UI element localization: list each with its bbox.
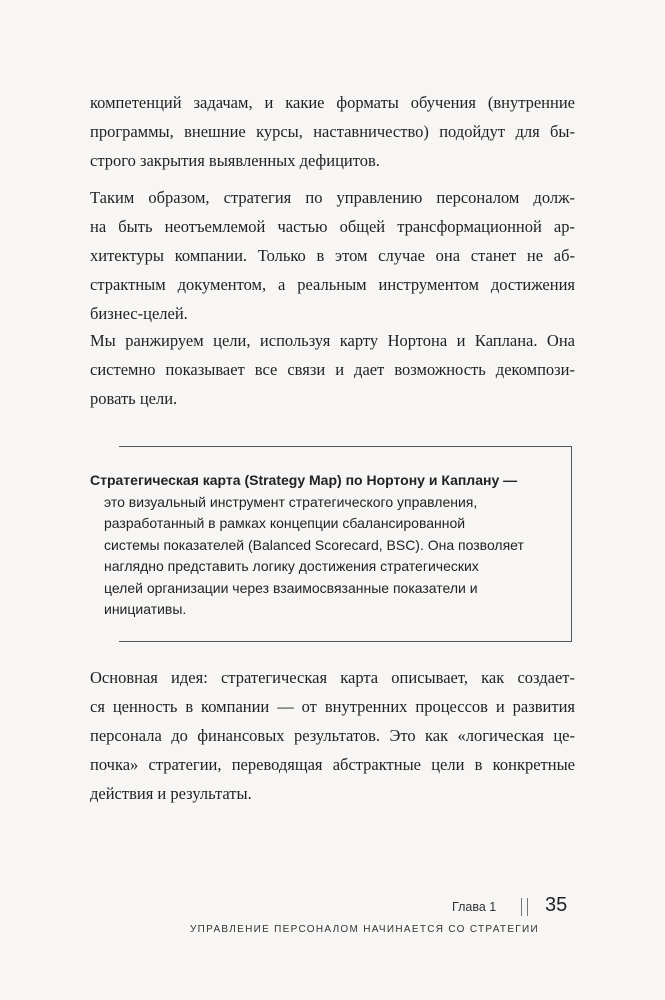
- definition-callout-text: [90, 470, 560, 621]
- text-line: системно показывает все связи и дает возможность декомпози-: [90, 360, 575, 379]
- paragraph-ranking-goals: [90, 326, 575, 413]
- text-line: Основная идея: стратегическая карта описывает, как создает-: [90, 668, 575, 687]
- paragraph-competencies: [90, 88, 575, 175]
- text-line: Мы ранжируем цели, используя карту Нортона и Каплана. Она: [90, 331, 575, 350]
- text-line: ровать цели.: [90, 389, 178, 408]
- definition-line: разработанный в рамках концепции сбалансированной: [104, 515, 466, 531]
- text-line: программы, внешние курсы, наставничество) подойдут для бы-: [90, 122, 575, 141]
- text-line: страктным документом, а реальным инструментом достижения: [90, 275, 575, 294]
- paragraph-hr-strategy: [90, 183, 575, 328]
- text-line: ся ценность в компании — от внутренних процессов и развития: [90, 697, 575, 716]
- text-line: действия и результаты.: [90, 784, 252, 803]
- running-title: УПРАВЛЕНИЕ ПЕРСОНАЛОМ НАЧИНАЕТСЯ СО СТРАТЕГИИ: [190, 924, 539, 935]
- text-line: строго закрытия выявленных дефицитов.: [90, 151, 380, 170]
- definition-line: инициативы.: [104, 601, 187, 617]
- text-line: почка» стратегии, переводящая абстрактные цели в конкретные: [90, 755, 575, 774]
- definition-line: это визуальный инструмент стратегического управления,: [104, 493, 478, 510]
- definition-line: целей организации через взаимосвязанные показатели и: [104, 579, 478, 596]
- page-number: 35: [545, 894, 568, 916]
- text-line: на быть неотъемлемой частью общей трансформационной ар-: [90, 217, 575, 236]
- text-line: хитектуры компании. Только в этом случае она станет не аб-: [90, 246, 575, 265]
- text-line: компетенций задачам, и какие форматы обучения (внутренние: [90, 93, 575, 112]
- footer-chapter-label: Глава 1: [452, 900, 497, 914]
- paragraph-main-idea: [90, 663, 575, 808]
- definition-term: Стратегическая карта (Strategy Map) по Нортону и Каплану —: [90, 472, 518, 488]
- footer-separator: [521, 898, 528, 916]
- definition-line: наглядно представить логику достижения стратегических: [104, 558, 479, 574]
- text-line: персонала до финансовых результатов. Это как «логическая це-: [90, 726, 575, 745]
- definition-line: системы показателей (Balanced Scorecard, BSC). Она позволяет: [104, 536, 524, 553]
- text-line: Таким образом, стратегия по управлению персоналом долж-: [90, 188, 575, 207]
- text-line: бизнес-целей.: [90, 304, 188, 323]
